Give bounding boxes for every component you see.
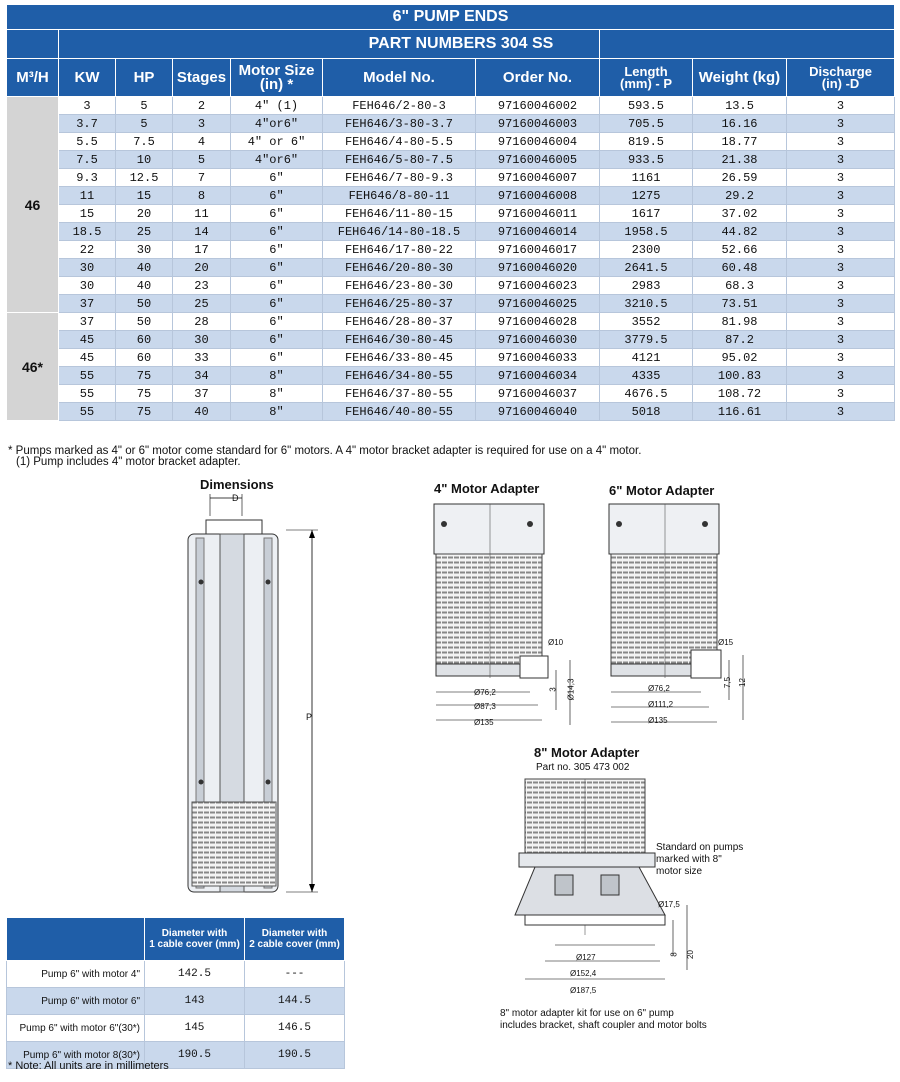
col-header-motor-size bbox=[231, 59, 323, 97]
diameter-value: 142.5 bbox=[145, 961, 245, 988]
table-cell: 33 bbox=[173, 349, 231, 367]
table-cell: 50 bbox=[116, 313, 173, 331]
adapter4-label-1: Ø10 bbox=[548, 638, 564, 647]
table-cell: 933.5 bbox=[600, 151, 693, 169]
table-cell: 97160046040 bbox=[476, 403, 600, 421]
adapter8-part-no: Part no. 305 473 002 bbox=[536, 762, 630, 773]
table-cell: FEH646/40-80-55 bbox=[323, 403, 476, 421]
table-cell: 3 bbox=[787, 403, 895, 421]
table-cell: 705.5 bbox=[600, 115, 693, 133]
table-cell: 3 bbox=[787, 385, 895, 403]
table-cell: 2641.5 bbox=[600, 259, 693, 277]
table-cell: 3210.5 bbox=[600, 295, 693, 313]
length-line1: Length bbox=[624, 63, 668, 79]
kit-note-line1: 8" motor adapter kit for use on 6" pump bbox=[500, 1008, 674, 1019]
table-cell: 81.98 bbox=[693, 313, 787, 331]
col-header-discharge bbox=[787, 59, 895, 97]
table-row bbox=[7, 187, 895, 205]
table-cell: 6" bbox=[231, 313, 323, 331]
adapter6-label-6: 12 bbox=[737, 678, 747, 687]
table-cell: FEH646/14-80-18.5 bbox=[323, 223, 476, 241]
table-cell: 75 bbox=[116, 403, 173, 421]
diameter-value: 146.5 bbox=[245, 1015, 345, 1042]
diameter-value: 144.5 bbox=[245, 988, 345, 1015]
table-cell: FEH646/3-80-3.7 bbox=[323, 115, 476, 133]
adapter6-drawing bbox=[605, 500, 765, 730]
adapter4-label-4: Ø135 bbox=[474, 718, 494, 727]
diameter-value: 190.5 bbox=[245, 1042, 345, 1069]
table-cell: 6" bbox=[231, 169, 323, 187]
table-cell: FEH646/34-80-55 bbox=[323, 367, 476, 385]
diameter-row-label: Pump 6" with motor 6" bbox=[7, 988, 145, 1015]
table-cell: 55 bbox=[59, 385, 116, 403]
table-cell: 28 bbox=[173, 313, 231, 331]
table-cell: 55 bbox=[59, 367, 116, 385]
table-cell: 68.3 bbox=[693, 277, 787, 295]
table-cell: 37 bbox=[59, 295, 116, 313]
table-cell: 15 bbox=[59, 205, 116, 223]
table-cell: 5 bbox=[116, 115, 173, 133]
table-cell: 52.66 bbox=[693, 241, 787, 259]
diameter-header-1-cover bbox=[145, 918, 245, 961]
table-cell: 2983 bbox=[600, 277, 693, 295]
table-cell: 37 bbox=[173, 385, 231, 403]
diameter-row bbox=[7, 1015, 345, 1042]
table-cell: 20 bbox=[116, 205, 173, 223]
table-cell: 37 bbox=[59, 313, 116, 331]
table-cell: 108.72 bbox=[693, 385, 787, 403]
table-cell: 3 bbox=[787, 313, 895, 331]
table-cell: 75 bbox=[116, 385, 173, 403]
table-cell: 4 bbox=[173, 133, 231, 151]
table-cell: 29.2 bbox=[693, 187, 787, 205]
table-cell: 3 bbox=[59, 97, 116, 115]
table-row bbox=[7, 115, 895, 133]
standard-note-line1: Standard on pumps bbox=[656, 842, 744, 853]
adapter8-label-6: 20 bbox=[685, 950, 695, 959]
col-header-length bbox=[600, 59, 693, 97]
table-row bbox=[7, 97, 895, 115]
standard-note-line3: motor size bbox=[656, 866, 703, 877]
table-cell: 6" bbox=[231, 205, 323, 223]
table-cell: 6" bbox=[231, 259, 323, 277]
motor-size-line2: (in) * bbox=[259, 75, 294, 93]
table-cell: FEH646/28-80-37 bbox=[323, 313, 476, 331]
table-cell: FEH646/7-80-9.3 bbox=[323, 169, 476, 187]
diameter-row-label: Pump 6" with motor 8(30*) bbox=[7, 1042, 145, 1069]
table-cell: 6" bbox=[231, 241, 323, 259]
diameter-value: 190.5 bbox=[145, 1042, 245, 1069]
adapter4-label-2: Ø76,2 bbox=[474, 688, 496, 697]
table-row bbox=[7, 259, 895, 277]
adapter6-label-3: Ø111,2 bbox=[648, 700, 674, 709]
table-cell: 3 bbox=[787, 151, 895, 169]
table-cell: 30 bbox=[59, 277, 116, 295]
kit-note-line2: includes bracket, shaft coupler and motor bolts bbox=[500, 1020, 707, 1031]
table-cell: 3 bbox=[787, 295, 895, 313]
table-cell: 97160046025 bbox=[476, 295, 600, 313]
table-cell: 3 bbox=[173, 115, 231, 133]
table-row bbox=[7, 367, 895, 385]
table-cell: 2300 bbox=[600, 241, 693, 259]
table-cell: 97160046002 bbox=[476, 97, 600, 115]
table-cell: 8 bbox=[173, 187, 231, 205]
table-cell: 45 bbox=[59, 331, 116, 349]
table-cell: 97160046011 bbox=[476, 205, 600, 223]
table-cell: 3 bbox=[787, 187, 895, 205]
adapter8-title: 8" Motor Adapter bbox=[534, 745, 640, 760]
table-cell: 6" bbox=[231, 331, 323, 349]
diameter-value: 145 bbox=[145, 1015, 245, 1042]
discharge-line1: Discharge bbox=[809, 63, 872, 79]
table-cell: 8" bbox=[231, 403, 323, 421]
table-cell: FEH646/4-80-5.5 bbox=[323, 133, 476, 151]
table-cell: 97160046030 bbox=[476, 331, 600, 349]
table-cell: 97160046017 bbox=[476, 241, 600, 259]
table-cell: 26.59 bbox=[693, 169, 787, 187]
table-cell: 73.51 bbox=[693, 295, 787, 313]
table-cell: 60 bbox=[116, 349, 173, 367]
col-header-model-no: Model No. bbox=[323, 59, 476, 97]
table-cell: 95.02 bbox=[693, 349, 787, 367]
table-cell: 97160046003 bbox=[476, 115, 600, 133]
table-cell: 7.5 bbox=[59, 151, 116, 169]
diameter-row bbox=[7, 961, 345, 988]
diameter-row bbox=[7, 988, 345, 1015]
table-row bbox=[7, 277, 895, 295]
table-row bbox=[7, 241, 895, 259]
table-row bbox=[7, 313, 895, 331]
table-cell: 18.77 bbox=[693, 133, 787, 151]
table-cell: 97160046007 bbox=[476, 169, 600, 187]
table-cell: FEH646/23-80-30 bbox=[323, 277, 476, 295]
motor-size-line1: Motor Size bbox=[238, 61, 315, 79]
adapter8-kit-note bbox=[500, 1008, 707, 1032]
d1-line1: Diameter with bbox=[161, 928, 228, 939]
table-cell: 5018 bbox=[600, 403, 693, 421]
adapter8-drawing bbox=[515, 775, 695, 1005]
table-cell: FEH646/5-80-7.5 bbox=[323, 151, 476, 169]
table-cell: 17 bbox=[173, 241, 231, 259]
header-blank-left bbox=[7, 30, 59, 59]
table-cell: 97160046034 bbox=[476, 367, 600, 385]
header-blank-right bbox=[600, 30, 895, 59]
table-cell: 1275 bbox=[600, 187, 693, 205]
adapter8-label-3: Ø152,4 bbox=[570, 969, 597, 978]
table-cell: 5 bbox=[116, 97, 173, 115]
table-cell: 5.5 bbox=[59, 133, 116, 151]
length-line2: (mm) - P bbox=[620, 75, 672, 91]
table-cell: 3 bbox=[787, 367, 895, 385]
table-cell: 7.5 bbox=[116, 133, 173, 151]
adapter8-label-4: Ø187,5 bbox=[570, 986, 597, 995]
table-cell: 8" bbox=[231, 367, 323, 385]
table-cell: 7 bbox=[173, 169, 231, 187]
col-header-kw: KW bbox=[59, 59, 116, 97]
table-cell: 25 bbox=[173, 295, 231, 313]
table-cell: 50 bbox=[116, 295, 173, 313]
adapter8-label-2: Ø127 bbox=[576, 953, 596, 962]
table-cell: 3 bbox=[787, 205, 895, 223]
table-cell: 6" bbox=[231, 295, 323, 313]
adapter8-label-1: Ø17,5 bbox=[658, 900, 680, 909]
table-cell: FEH646/37-80-55 bbox=[323, 385, 476, 403]
table-cell: FEH646/25-80-37 bbox=[323, 295, 476, 313]
table-cell: 23 bbox=[173, 277, 231, 295]
table-cell: 97160046028 bbox=[476, 313, 600, 331]
d2-line2: 2 cable cover (mm) bbox=[249, 939, 340, 950]
col-header-hp: HP bbox=[116, 59, 173, 97]
col-header-weight: Weight (kg) bbox=[693, 59, 787, 97]
table-cell: 9.3 bbox=[59, 169, 116, 187]
table-cell: 593.5 bbox=[600, 97, 693, 115]
table-cell: 30 bbox=[59, 259, 116, 277]
table-title: 6" PUMP ENDS bbox=[7, 5, 895, 30]
diameter-header-2-cover bbox=[245, 918, 345, 961]
table-cell: FEH646/30-80-45 bbox=[323, 331, 476, 349]
table-cell: 5 bbox=[173, 151, 231, 169]
table-row bbox=[7, 385, 895, 403]
adapter8-label-5: 8 bbox=[669, 952, 679, 957]
table-cell: 40 bbox=[116, 277, 173, 295]
table-cell: 97160046005 bbox=[476, 151, 600, 169]
table-cell: 3 bbox=[787, 241, 895, 259]
adapter4-label-6: Ø14,3 bbox=[566, 678, 576, 701]
table-cell: 4"or6" bbox=[231, 115, 323, 133]
table-cell: FEH646/33-80-45 bbox=[323, 349, 476, 367]
table-cell: 4121 bbox=[600, 349, 693, 367]
table-cell: 11 bbox=[173, 205, 231, 223]
adapter6-label-1: Ø15 bbox=[718, 638, 734, 647]
col-header-stages: Stages bbox=[173, 59, 231, 97]
table-cell: 40 bbox=[116, 259, 173, 277]
table-row bbox=[7, 205, 895, 223]
diameter-row-label: Pump 6" with motor 6"(30*) bbox=[7, 1015, 145, 1042]
table-cell: 30 bbox=[116, 241, 173, 259]
adapter4-drawing bbox=[430, 500, 580, 730]
note-asterisk: * Pumps marked as 4" or 6" motor come standard for 6" motors. A 4" motor bracket adapter is required for use on a 4" motor. bbox=[8, 445, 642, 457]
table-cell: 1617 bbox=[600, 205, 693, 223]
table-cell: FEH646/20-80-30 bbox=[323, 259, 476, 277]
table-cell: 30 bbox=[173, 331, 231, 349]
diameter-row-label: Pump 6" with motor 4" bbox=[7, 961, 145, 988]
table-cell: 10 bbox=[116, 151, 173, 169]
table-cell: 3779.5 bbox=[600, 331, 693, 349]
table-cell: 97160046014 bbox=[476, 223, 600, 241]
adapter4-label-3: Ø87,3 bbox=[474, 702, 496, 711]
table-cell: 100.83 bbox=[693, 367, 787, 385]
dimensions-title: Dimensions bbox=[200, 477, 274, 492]
standard-note-line2: marked with 8" bbox=[656, 854, 722, 865]
table-cell: 21.38 bbox=[693, 151, 787, 169]
table-cell: 18.5 bbox=[59, 223, 116, 241]
table-cell: 97160046023 bbox=[476, 277, 600, 295]
diameter-value: --- bbox=[245, 961, 345, 988]
table-cell: 97160046037 bbox=[476, 385, 600, 403]
d1-line2: 1 cable cover (mm) bbox=[149, 939, 240, 950]
table-cell: 3552 bbox=[600, 313, 693, 331]
discharge-line2: (in) -D bbox=[821, 75, 860, 91]
table-cell: 1161 bbox=[600, 169, 693, 187]
table-cell: 44.82 bbox=[693, 223, 787, 241]
table-cell: 4335 bbox=[600, 367, 693, 385]
table-cell: 819.5 bbox=[600, 133, 693, 151]
table-cell: 60.48 bbox=[693, 259, 787, 277]
adapter4-label-5: 3 bbox=[548, 687, 558, 692]
d-label: D bbox=[232, 493, 239, 503]
table-cell: 97160046020 bbox=[476, 259, 600, 277]
table-cell: FEH646/17-80-22 bbox=[323, 241, 476, 259]
table-cell: 12.5 bbox=[116, 169, 173, 187]
table-cell: 3 bbox=[787, 115, 895, 133]
table-cell: 4676.5 bbox=[600, 385, 693, 403]
table-cell: 3 bbox=[787, 169, 895, 187]
table-cell: 60 bbox=[116, 331, 173, 349]
table-cell: 37.02 bbox=[693, 205, 787, 223]
col-header-order-no: Order No. bbox=[476, 59, 600, 97]
table-cell: 45 bbox=[59, 349, 116, 367]
table-cell: 6" bbox=[231, 349, 323, 367]
table-cell: 6" bbox=[231, 223, 323, 241]
table-cell: 6" bbox=[231, 187, 323, 205]
table-cell: 3 bbox=[787, 331, 895, 349]
flow-group-label: 46 bbox=[7, 97, 59, 313]
table-cell: 75 bbox=[116, 367, 173, 385]
table-row bbox=[7, 223, 895, 241]
table-cell: 97160046008 bbox=[476, 187, 600, 205]
table-cell: 2 bbox=[173, 97, 231, 115]
adapter8-standard-note bbox=[656, 842, 743, 878]
table-row bbox=[7, 133, 895, 151]
table-notes bbox=[8, 446, 641, 468]
table-cell: FEH646/2-80-3 bbox=[323, 97, 476, 115]
table-cell: 6" bbox=[231, 277, 323, 295]
table-cell: 1958.5 bbox=[600, 223, 693, 241]
table-row bbox=[7, 295, 895, 313]
adapter4-title: 4" Motor Adapter bbox=[434, 481, 540, 496]
table-cell: 97160046033 bbox=[476, 349, 600, 367]
adapter6-label-4: Ø135 bbox=[648, 716, 668, 725]
flow-group-label: 46* bbox=[7, 313, 59, 421]
pump-ends-table bbox=[6, 4, 895, 421]
table-body bbox=[7, 97, 895, 421]
table-cell: 116.61 bbox=[693, 403, 787, 421]
table-cell: 25 bbox=[116, 223, 173, 241]
diameter-table bbox=[6, 917, 345, 1069]
table-cell: 3 bbox=[787, 259, 895, 277]
table-row bbox=[7, 403, 895, 421]
table-cell: 13.5 bbox=[693, 97, 787, 115]
table-row bbox=[7, 151, 895, 169]
table-cell: 97160046004 bbox=[476, 133, 600, 151]
adapter6-title: 6" Motor Adapter bbox=[609, 483, 715, 498]
table-cell: 4"or6" bbox=[231, 151, 323, 169]
table-cell: 55 bbox=[59, 403, 116, 421]
table-cell: 3 bbox=[787, 277, 895, 295]
table-cell: 16.16 bbox=[693, 115, 787, 133]
units-footnote: * Note: All units are in millimeters bbox=[8, 1060, 169, 1072]
table-cell: 3 bbox=[787, 133, 895, 151]
table-cell: FEH646/11-80-15 bbox=[323, 205, 476, 223]
table-cell: FEH646/8-80-11 bbox=[323, 187, 476, 205]
adapter6-label-2: Ø76,2 bbox=[648, 684, 670, 693]
diameter-table-body bbox=[7, 961, 345, 1069]
p-label: P bbox=[306, 712, 313, 722]
table-row bbox=[7, 169, 895, 187]
col-header-flow: M³/H bbox=[7, 59, 59, 97]
table-cell: 34 bbox=[173, 367, 231, 385]
table-cell: 15 bbox=[116, 187, 173, 205]
note-bracket: (1) Pump includes 4" motor bracket adapter. bbox=[16, 456, 241, 468]
table-row bbox=[7, 331, 895, 349]
table-cell: 11 bbox=[59, 187, 116, 205]
table-cell: 3 bbox=[787, 223, 895, 241]
table-cell: 40 bbox=[173, 403, 231, 421]
table-cell: 3.7 bbox=[59, 115, 116, 133]
pump-dimension-drawing bbox=[180, 490, 340, 910]
table-row bbox=[7, 349, 895, 367]
diameter-value: 143 bbox=[145, 988, 245, 1015]
d2-line1: Diameter with bbox=[261, 928, 328, 939]
table-cell: 87.2 bbox=[693, 331, 787, 349]
table-cell: 3 bbox=[787, 349, 895, 367]
table-cell: 20 bbox=[173, 259, 231, 277]
table-cell: 4" or 6" bbox=[231, 133, 323, 151]
table-cell: 8" bbox=[231, 385, 323, 403]
diameter-header-blank bbox=[7, 918, 145, 961]
table-cell: 4" (1) bbox=[231, 97, 323, 115]
table-cell: 3 bbox=[787, 97, 895, 115]
table-subtitle bbox=[59, 30, 600, 59]
adapter6-label-5: 7,5 bbox=[723, 676, 733, 689]
table-cell: 14 bbox=[173, 223, 231, 241]
subtitle-text: PART NUMBERS 304 SS bbox=[368, 35, 554, 52]
table-cell: 22 bbox=[59, 241, 116, 259]
